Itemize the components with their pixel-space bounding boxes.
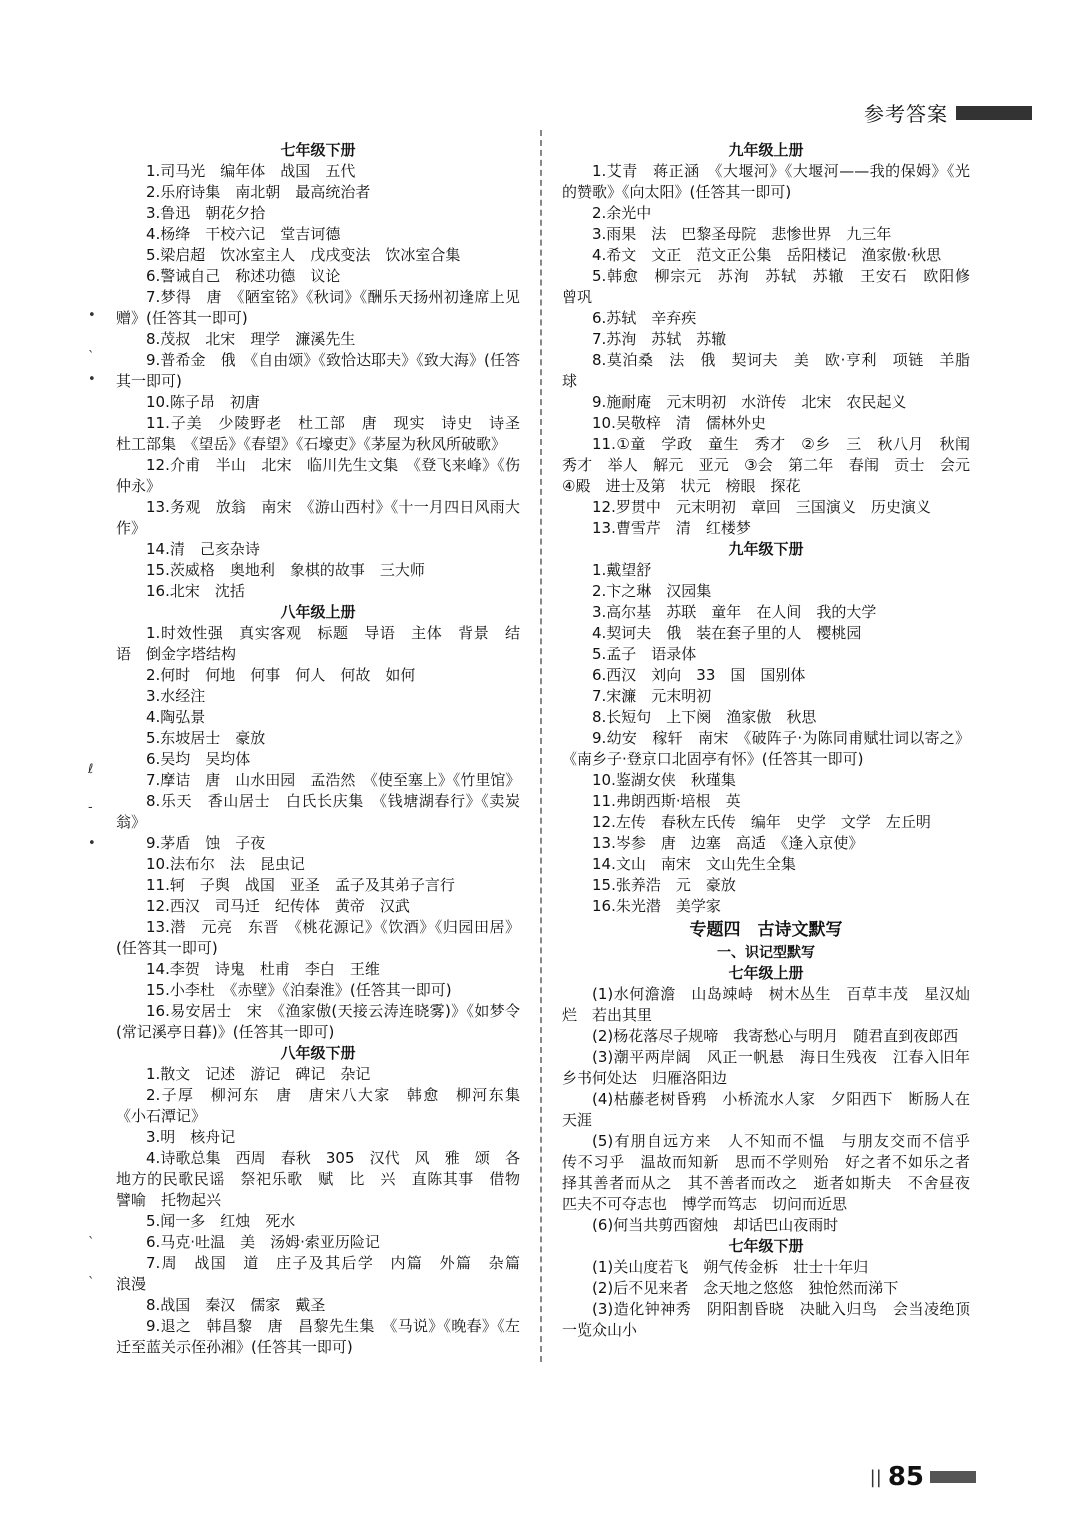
- answer-item: 12.罗贯中 元末明初 章回 三国演义 历史演义: [592, 498, 931, 516]
- answer-item: (5)有朋自远方来 人不知而不愠 与朋友交而不信乎 传不习乎 温故而知新 思而不学则殆 好之者不如乐之者 择其善者而从之 其不善者而改之 逝者如斯夫 不舍昼夜 匹夫不可夺志也 博学而笃志 切问而近思: [562, 1132, 986, 1213]
- section-heading: 九年级上册: [728, 141, 804, 159]
- answer-item: 3.雨果 法 巴黎圣母院 悲惨世界 九三年: [592, 225, 892, 243]
- answer-item: 9.施耐庵 元末明初 水浒传 北宋 农民起义: [592, 393, 907, 411]
- answer-item: 4.陶弘景: [146, 708, 206, 726]
- answer-item: 5.孟子 语录体: [592, 645, 697, 663]
- answer-item: 15.小李杜 《赤壁》《泊秦淮》(任答其一即可): [146, 981, 452, 999]
- page-footer: [870, 1462, 976, 1492]
- answer-item: 9.退之 韩昌黎 唐 昌黎先生集 《马说》《晚春》《左迁至蓝关示侄孙湘》(任答其一即可): [116, 1317, 520, 1356]
- answer-item: 10.鉴湖女侠 秋瑾集: [592, 771, 736, 789]
- answer-item: (2)后不见来者 念天地之悠悠 独怆然而涕下: [592, 1279, 899, 1297]
- answer-item: 4.诗歌总集 西周 春秋 305 汉代 风 雅 颂 各地方的民歌民谣 祭祀乐歌 赋 比 兴 直陈其事 借物譬喻 托物起兴: [116, 1149, 520, 1209]
- section-heading: 九年级下册: [728, 540, 804, 558]
- answer-item: 13.岑参 唐 边塞 高适 《逢入京使》: [592, 834, 864, 852]
- column-divider: [540, 130, 542, 1362]
- answer-item: (2)杨花落尽子规啼 我寄愁心与明月 随君直到夜郎西: [592, 1027, 959, 1045]
- answer-item: 6.西汉 刘向 33 国 国别体: [592, 666, 806, 684]
- left-column: [116, 140, 536, 1358]
- answer-item: 1.戴望舒: [592, 561, 652, 579]
- answer-item: 16.易安居士 宋 《渔家傲(天接云涛连晓雾)》《如梦令(常记溪亭日暮)》(任答其一即可): [116, 1002, 520, 1041]
- answer-item: 3.水经注: [146, 687, 206, 705]
- answer-item: 15.张养浩 元 豪放: [592, 876, 736, 894]
- answer-item: 8.战国 秦汉 儒家 戴圣: [146, 1296, 326, 1314]
- answer-item: 7.摩诘 唐 山水田园 孟浩然 《使至塞上》《竹里馆》: [146, 771, 521, 789]
- answer-item: 1.散文 记述 游记 碑记 杂记: [146, 1065, 371, 1083]
- header-decor-bar: [956, 106, 1032, 120]
- section-heading: 七年级上册: [728, 964, 804, 982]
- answer-item: (4)枯藤老树昏鸦 小桥流水人家 夕阳西下 断肠人在天涯: [562, 1090, 970, 1129]
- answer-item: (1)关山度若飞 朔气传金柝 壮士十年归: [592, 1258, 869, 1276]
- section-heading: 七年级下册: [728, 1237, 804, 1255]
- margin-mark: •: [88, 308, 96, 323]
- answer-item: 11.①童 学政 童生 秀才 ②乡 三 秋八月 秋闱 秀才 举人 解元 亚元 ③会 第二年 春闱 贡士 会元 ④殿 进士及第 状元 榜眼 探花: [562, 435, 986, 495]
- margin-mark: ℓ: [88, 762, 94, 777]
- answer-item: 10.吴敬梓 清 儒林外史: [592, 414, 766, 432]
- answer-item: 7.周 战国 道 庄子及其后学 内篇 外篇 杂篇 浪漫: [116, 1254, 536, 1293]
- answer-item: 1.司马光 编年体 战国 五代: [146, 162, 356, 180]
- answer-item: (6)何当共剪西窗烛 却话巴山夜雨时: [592, 1216, 839, 1234]
- answer-item: 3.鲁迅 朝花夕拾: [146, 204, 266, 222]
- answer-item: 8.莫泊桑 法 俄 契诃夫 美 欧·亨利 项链 羊脂球: [562, 351, 970, 390]
- answer-item: 10.陈子昂 初唐: [146, 393, 260, 411]
- answer-item: 9.茅盾 蚀 子夜: [146, 834, 266, 852]
- answer-item: 1.时效性强 真实客观 标题 导语 主体 背景 结语 倒金字塔结构: [116, 624, 520, 663]
- answer-item: 6.吴均 吴均体: [146, 750, 251, 768]
- answer-item: 13.潜 元亮 东晋 《桃花源记》《饮酒》《归园田居》(任答其一即可): [116, 918, 520, 957]
- answer-item: 7.宋濂 元末明初: [592, 687, 712, 705]
- answer-item: 3.高尔基 苏联 童年 在人间 我的大学: [592, 603, 877, 621]
- answer-item: 14.李贺 诗鬼 杜甫 李白 王维: [146, 960, 380, 978]
- section-heading: 八年级下册: [280, 1044, 356, 1062]
- answer-item: 16.北宋 沈括: [146, 582, 245, 600]
- answer-item: 11.子美 少陵野老 杜工部 唐 现实 诗史 诗圣 杜工部集 《望岳》《春望》《石壕吏》《茅屋为秋风所破歌》: [116, 414, 536, 453]
- margin-mark: ˋ: [88, 350, 95, 365]
- margin-mark: -: [88, 800, 93, 815]
- answer-item: 11.轲 子舆 战国 亚圣 孟子及其弟子言行: [146, 876, 455, 894]
- answer-item: 12.左传 春秋左氏传 编年 史学 文学 左丘明: [592, 813, 931, 831]
- answer-item: 4.契诃夫 俄 装在套子里的人 樱桃园: [592, 624, 862, 642]
- answer-item: 8.长短句 上下阕 渔家傲 秋思: [592, 708, 817, 726]
- answer-item: 6.苏轼 辛弃疾: [592, 309, 697, 327]
- answer-item: 7.苏洵 苏轼 苏辙: [592, 330, 727, 348]
- answer-item: 14.清 己亥杂诗: [146, 540, 260, 558]
- answer-item: 2.余光中: [592, 204, 652, 222]
- answer-item: 1.艾青 蒋正涵 《大堰河》《大堰河——我的保姆》《光的赞歌》《向太阳》(任答其一即可): [562, 162, 970, 201]
- answer-item: 14.文山 南宋 文山先生全集: [592, 855, 796, 873]
- page-header: [864, 98, 1032, 127]
- answer-item: 4.希文 文正 范文正公集 岳阳楼记 渔家傲·秋思: [592, 246, 942, 264]
- answer-item: 8.茂叔 北宋 理学 濂溪先生: [146, 330, 356, 348]
- answer-item: 2.乐府诗集 南北朝 最高统治者: [146, 183, 371, 201]
- answer-item: 11.弗朗西斯·培根 英: [592, 792, 741, 810]
- answer-item: 13.务观 放翁 南宋 《游山西村》《十一月四日风雨大作》: [116, 498, 520, 537]
- answer-item: 10.法布尔 法 昆虫记: [146, 855, 305, 873]
- subsection-heading: 一、识记型默写: [717, 945, 815, 961]
- answer-item: (3)潮平两岸阔 风正一帆悬 海日生残夜 江春入旧年 乡书何处达 归雁洛阳边: [562, 1048, 986, 1087]
- answer-item: 4.杨绛 干校六记 堂吉诃德: [146, 225, 341, 243]
- answer-item: 13.曹雪芹 清 红楼梦: [592, 519, 751, 537]
- header-title: 参考答案: [864, 102, 948, 126]
- answer-item: 2.何时 何地 何事 何人 何故 如何: [146, 666, 416, 684]
- answer-item: 7.梦得 唐 《陋室铭》《秋词》《酬乐天扬州初逢席上见赠》(任答其一即可): [116, 288, 520, 327]
- answer-item: 9.幼安 稼轩 南宋 《破阵子·为陈同甫赋壮词以寄之》《南乡子·登京口北固亭有怀》(任答其一即可): [562, 729, 970, 768]
- margin-mark: •: [88, 372, 96, 387]
- margin-mark: ˋ: [88, 1236, 95, 1251]
- answer-item: 9.普希金 俄 《自由颂》《致恰达耶夫》《致大海》(任答其一即可): [116, 351, 520, 390]
- answer-item: 5.梁启超 饮冰室主人 戊戌变法 饮冰室合集: [146, 246, 461, 264]
- answer-item: 15.茨威格 奥地利 象棋的故事 三大师: [146, 561, 425, 579]
- right-column: [562, 140, 986, 1341]
- answer-item: 3.明 核舟记: [146, 1128, 236, 1146]
- section-heading: 八年级上册: [280, 603, 356, 621]
- answer-item: 5.韩愈 柳宗元 苏洵 苏轼 苏辙 王安石 欧阳修 曾巩: [562, 267, 986, 306]
- footer-marks: ||: [869, 1466, 882, 1488]
- answer-item: 8.乐天 香山居士 白氏长庆集 《钱塘湖春行》《卖炭翁》: [116, 792, 520, 831]
- margin-mark: •: [88, 836, 96, 851]
- margin-mark: ˋ: [88, 1276, 95, 1291]
- section-heading: 七年级下册: [280, 141, 356, 159]
- answer-item: 2.子厚 柳河东 唐 唐宋八大家 韩愈 柳河东集《小石潭记》: [116, 1086, 520, 1125]
- answer-item: 6.马克·吐温 美 汤姆·索亚历险记: [146, 1233, 380, 1251]
- answer-item: 16.朱光潜 美学家: [592, 897, 721, 915]
- answer-item: 6.警诫自己 称述功德 议论: [146, 267, 341, 285]
- footer-decor-bar: [930, 1471, 976, 1483]
- answer-item: 5.东坡居士 豪放: [146, 729, 266, 747]
- answer-item: (1)水何澹澹 山岛竦峙 树木丛生 百草丰茂 星汉灿烂 若出其里: [562, 985, 970, 1024]
- answer-item: 5.闻一多 红烛 死水: [146, 1212, 296, 1230]
- answer-item: (3)造化钟神秀 阴阳割昏晓 决眦入归鸟 会当凌绝顶 一览众山小: [562, 1300, 986, 1339]
- topic-title: 专题四 古诗文默写: [689, 920, 843, 940]
- page-number: 85: [887, 1462, 924, 1492]
- answer-item: 12.西汉 司马迁 纪传体 黄帝 汉武: [146, 897, 410, 915]
- answer-item: 12.介甫 半山 北宋 临川先生文集 《登飞来峰》《伤仲永》: [116, 456, 520, 495]
- answer-item: 2.卞之琳 汉园集: [592, 582, 712, 600]
